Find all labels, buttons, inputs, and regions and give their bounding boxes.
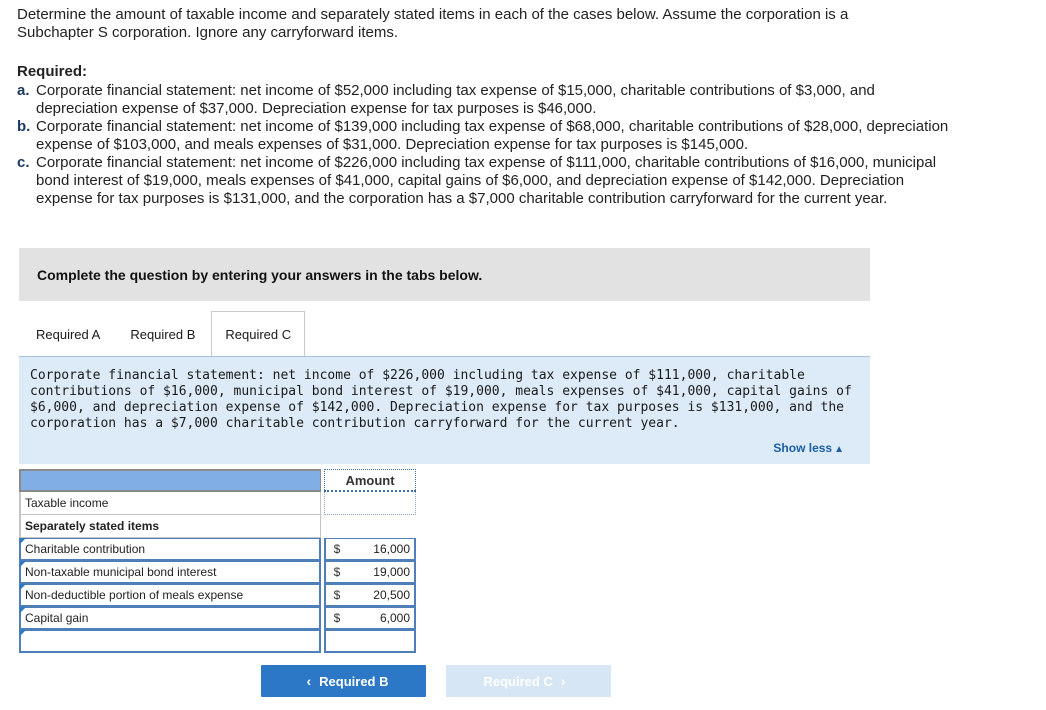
- row-label-input[interactable]: [19, 630, 321, 653]
- required-title: Required:: [17, 63, 88, 80]
- table-row: [19, 515, 416, 538]
- amount-input[interactable]: [324, 538, 416, 561]
- amount-value: 6,000: [379, 611, 410, 625]
- taxable-income-input[interactable]: [324, 492, 416, 515]
- dollar-sign: $: [333, 542, 341, 556]
- next-tab-label: Required C: [483, 673, 553, 689]
- required-text: Corporate financial statement: net income of $139,000 including tax expense of $68,000, charitable contributions of $28,000, depreciation expense of $103,000, and meals expenses of $31,000. Depreciation expense for tax purposes is $145,000.: [36, 118, 949, 153]
- amount-value: 16,000: [373, 542, 410, 556]
- banner-text: Complete the question by entering your answers in the tabs below.: [37, 266, 483, 283]
- required-text: Corporate financial statement: net income of $52,000 including tax expense of $15,000, charitable contributions of $3,000, and depreciation expense of $37,000. Depreciation expense for tax purposes is $46,000.: [36, 82, 875, 117]
- required-item-b: [17, 118, 957, 154]
- dollar-sign: $: [333, 565, 341, 579]
- prev-tab-button[interactable]: [261, 665, 426, 697]
- table-header-amount: Amount: [324, 469, 416, 492]
- required-letter: b.: [17, 118, 31, 135]
- dollar-sign: $: [333, 611, 341, 625]
- instructions-banner: [19, 248, 870, 301]
- table-row: [19, 584, 416, 607]
- intro-line-2: Subchapter S corporation. Ignore any carryforward items.: [17, 24, 399, 41]
- chevron-left-icon: ‹: [306, 673, 312, 689]
- required-item-c: [17, 154, 957, 208]
- tab-required-b[interactable]: Required B: [116, 311, 209, 356]
- amount-input[interactable]: [324, 630, 416, 653]
- intro-line-1: Determine the amount of taxable income and separately stated items in each of the cases below. Assume the corporation is a: [17, 6, 849, 23]
- row-label: Separately stated items: [19, 515, 321, 538]
- table-row: [19, 630, 416, 653]
- row-value-empty: [324, 515, 416, 538]
- amount-input[interactable]: [324, 561, 416, 584]
- show-less-link[interactable]: [773, 441, 844, 455]
- table-row: [19, 561, 416, 584]
- tab-bar: [22, 311, 307, 357]
- required-letter: a.: [17, 82, 30, 99]
- row-label-input[interactable]: Non-taxable municipal bond interest: [19, 561, 321, 584]
- panel-description: Corporate financial statement: net income of $226,000 including tax expense of $111,000, charitable contributions of $16,000, municipal bond interest of $19,000, meals expenses of $41,000, capital gains of $6,000, and depreciation expense of $142,000. Depreciation expense for tax purposes is $131,000, and the corporation has a $7,000 charitable contribution carryforward for the current year.: [30, 368, 852, 431]
- question-intro: [17, 6, 1017, 42]
- row-label-input[interactable]: Charitable contribution: [19, 538, 321, 561]
- amount-input[interactable]: [324, 584, 416, 607]
- row-label-input[interactable]: Capital gain: [19, 607, 321, 630]
- table-header-label-cell: [19, 469, 321, 492]
- next-tab-button[interactable]: [446, 665, 611, 697]
- required-text: Corporate financial statement: net income of $226,000 including tax expense of $111,000, charitable contributions of $16,000, municipal bond interest of $19,000, meals expenses of $41,000, capital gains of $6,000, and depreciation expense of $142,000. Depreciation expense for tax purposes is $131,000, and the corporation has a $7,000 charitable contribution carryforward for the current year.: [36, 154, 937, 207]
- table-row: [19, 492, 416, 515]
- question-panel: [19, 356, 870, 464]
- chevron-right-icon: ›: [560, 673, 566, 689]
- show-less-label: Show less: [773, 441, 833, 455]
- amount-value: 20,500: [373, 588, 410, 602]
- answer-table: [19, 469, 416, 653]
- row-label-input[interactable]: Non-deductible portion of meals expense: [19, 584, 321, 607]
- prev-tab-label: Required B: [319, 673, 389, 689]
- triangle-up-icon: ▲: [834, 444, 844, 455]
- required-section: [17, 63, 957, 208]
- amount-value: 19,000: [373, 565, 410, 579]
- row-label: Taxable income: [19, 492, 321, 515]
- required-item-a: [17, 82, 957, 118]
- amount-input[interactable]: [324, 607, 416, 630]
- tab-required-c[interactable]: Required C: [211, 311, 305, 357]
- table-row: [19, 607, 416, 630]
- tab-required-a[interactable]: Required A: [22, 311, 114, 356]
- required-letter: c.: [17, 154, 30, 171]
- table-header-row: [19, 469, 416, 492]
- table-row: [19, 538, 416, 561]
- dollar-sign: $: [333, 588, 341, 602]
